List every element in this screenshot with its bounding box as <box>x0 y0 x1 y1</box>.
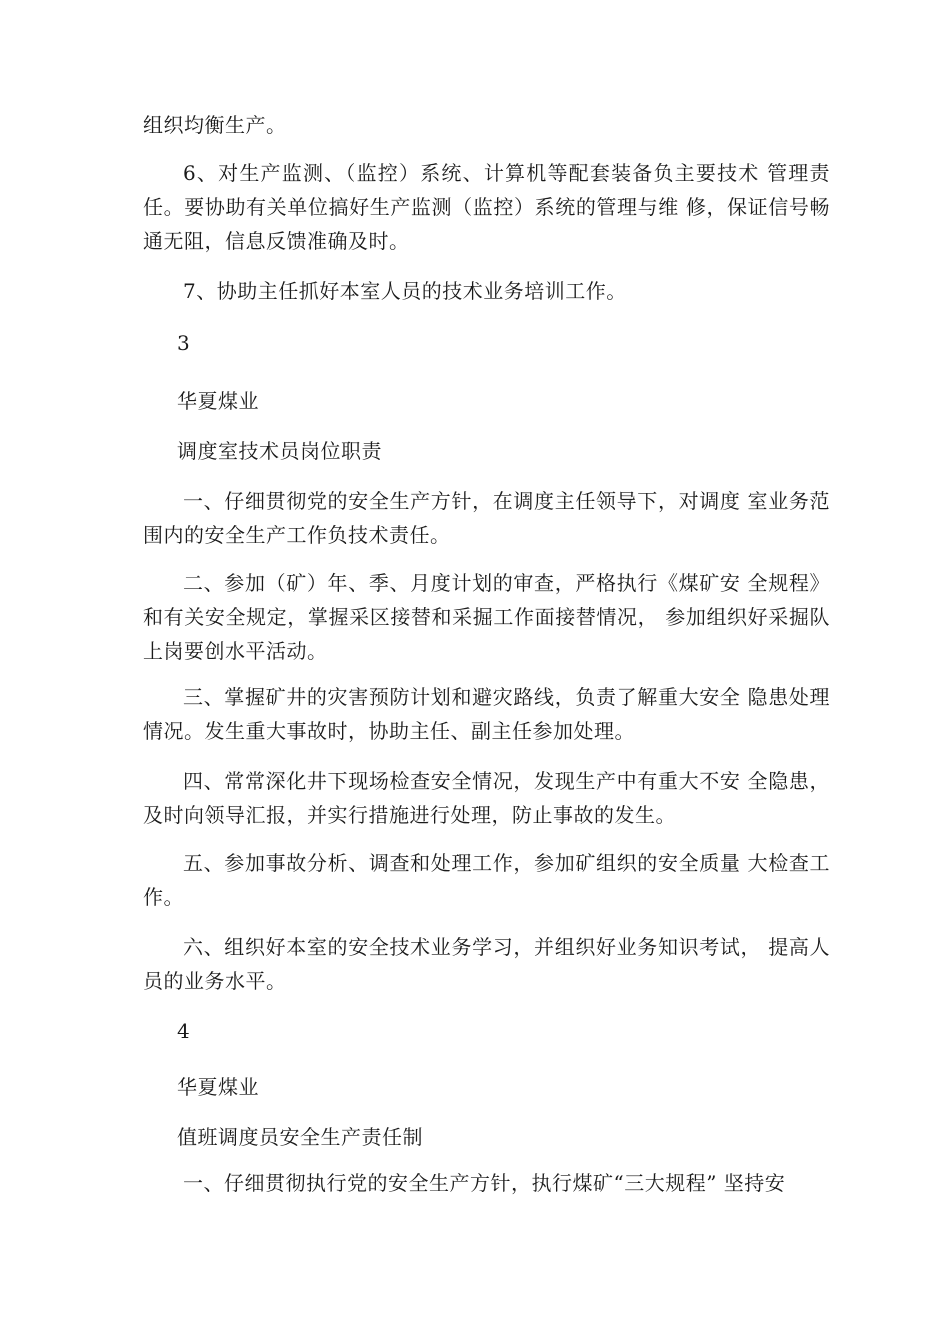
dispatcher-paragraph-1: 一、仔细贯彻执行党的安全生产方针，执行煤矿“三大规程” 坚持安 <box>183 1171 786 1195</box>
paragraph-item-7: 7、协助主任抓好本室人员的技术业务培训工作。 <box>183 279 627 303</box>
page-number-3: 3 <box>177 331 191 355</box>
duty-paragraph-5: 五、参加事故分析、调查和处理工作，参加矿组织的安全质量 大检查工作。 <box>143 851 830 909</box>
company-name-2: 华夏煤业 <box>177 1075 259 1099</box>
section-heading-dispatcher: 值班调度员安全生产责任制 <box>177 1125 423 1149</box>
company-name: 华夏煤业 <box>177 389 259 413</box>
duty-paragraph-3: 三、掌握矿井的灾害预防计划和避灾路线，负责了解重大安全 隐患处理情况。发生重大事故时，协助主任、副主任参加处理。 <box>143 685 830 743</box>
duty-paragraph-6: 六、组织好本室的安全技术业务学习，并组织好业务知识考试， 提高人员的业务水平。 <box>143 935 830 993</box>
section-heading-technician: 调度室技术员岗位职责 <box>177 439 382 463</box>
duty-paragraph-4: 四、常常深化井下现场检查安全情况，发现生产中有重大不安 全隐患，及时向领导汇报，并实行措施进行处理，防止事故的发生。 <box>143 769 830 827</box>
page-number-4: 4 <box>177 1019 191 1043</box>
duty-paragraph-2: 二、参加（矿）年、季、月度计划的审查，严格执行《煤矿安 全规程》和有关安全规定，掌握采区接替和采掘工作面接替情况， 参加组织好采掘队上岗要创水平活动。 <box>143 571 830 663</box>
paragraph-item-6: 6、对生产监测、（监控）系统、计算机等配套装备负主要技术 管理责任。要协助有关单位搞好生产监测（监控）系统的管理与维 修，保证信号畅通无阻，信息反馈准确及时。 <box>143 161 830 253</box>
duty-paragraph-1: 一、仔细贯彻党的安全生产方针，在调度主任领导下，对调度 室业务范围内的安全生产工作负技术责任。 <box>143 489 830 547</box>
paragraph-continuation: 组织均衡生产。 <box>143 113 287 137</box>
